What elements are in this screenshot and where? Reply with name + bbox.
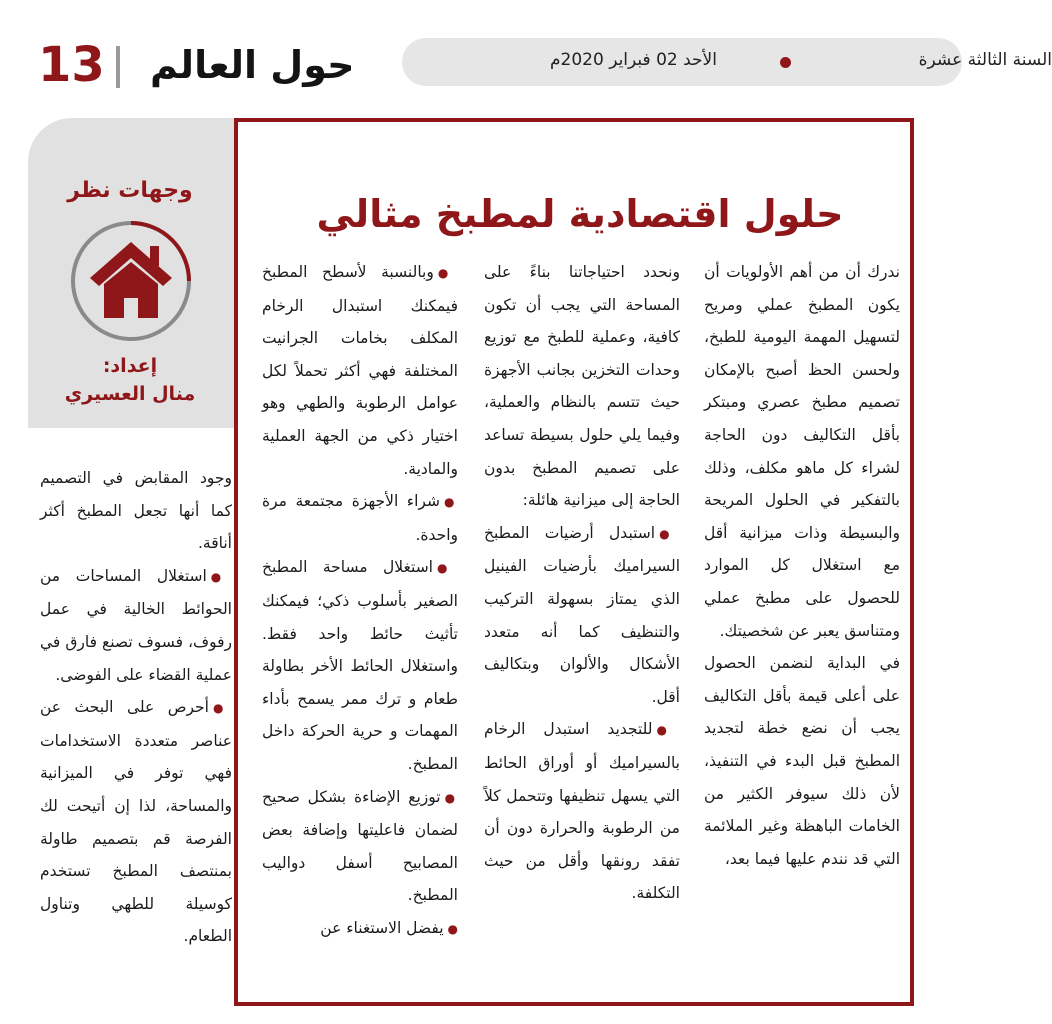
article-column-1 (704, 256, 900, 875)
author-name: منال العسيري (64, 383, 196, 405)
bullet-paragraph: ● وبالنسبة لأسطح المطبخ فيمكنك استبدال الرخام المكلف بخامات الجرانيت المختلفة فهي أكثر تحملاً لكل عوامل الرطوبة والطهي وهو اختيار ذكي من الجهة العملية والمادية. (262, 256, 458, 485)
article-headline: حلول اقتصادية لمطبخ مثالي (316, 192, 844, 236)
bullet-paragraph: ● استغلال مساحة المطبخ الصغير بأسلوب ذكي؛ فيمكنك تأثيث حائط واحد فقط. واستغلال الحائط الأخر بطاولة طعام و ترك ممر يسمح بأداء المهمات و حرية الحركة داخل المطبخ. (262, 551, 458, 780)
section-title: حول العالم (150, 43, 355, 87)
article-column-2 (484, 256, 680, 910)
author-credit (30, 352, 230, 408)
bullet-paragraph: ● للتجديد استبدل الرخام بالسيراميك أو أوراق الحائط التي يسهل تنظيفها وتتحمل كلاً من الرطوبة والحرارة دون أن تفقد رونقها وأقل من حيث التكلفة. (484, 713, 680, 910)
paragraph: وجود المقابض في التصميم كما أنها تجعل المطبخ أكثر أناقة. (40, 469, 232, 553)
paragraph: في البداية لنضمن الحصول على أعلى قيمة بأقل التكاليف يجب أن نضع خطة لتجديد المطبخ قبل البدء في التنفيذ، لأن ذلك سيوفر الكثير من الخامات الباهظة وغير الملائمة التي قد نندم عليها فيما بعد، (704, 654, 900, 868)
bullet-paragraph: ● استغلال المساحات من الحوائط الخالية في عمل رفوف، فسوف تصنع فارق في عملية القضاء على الفوضى. (40, 560, 232, 691)
bullet-paragraph: ● استبدل أرضيات المطبخ السيراميك بأرضيات الفينيل الذي يمتاز بسهولة التركيب والتنظيف كما أنه متعدد الأشكال والألوان وبتكاليف أقل. (484, 517, 680, 714)
paragraph: ندرك أن من أهم الأولويات أن يكون المطبخ عملي ومريح لتسهيل المهمة اليومية للطبخ، ولحسن الحظ أصبح بالإمكان تصميم مطبخ عصري ومبتكر بأقل التكاليف دون الحاجة لشراء كل ماهو مكلف، وذلك بالتفكير في الحلول المريحة والبسيطة وذات ميزانية أقل مع استغلال كل الموارد للحصول على مطبخ عملي ومتناسق يعبر عن شخصيتك. (704, 263, 900, 640)
article-column-3 (262, 256, 458, 945)
edition-text: السنة الثالثة عشرة (918, 50, 1052, 70)
header-divider (116, 46, 120, 88)
bullet-paragraph: ● أحرص على البحث عن عناصر متعددة الاستخدامات فهي توفر في الميزانية والمساحة، لذا إن أتيحت لك الفرصة قم بتصميم طاولة بمنتصف المطبخ تستخدم كوسيلة للطهي وتناول الطعام. (40, 691, 232, 953)
dateline-bar (402, 38, 1052, 86)
page-number: 13 (38, 37, 105, 93)
paragraph: ونحدد احتياجاتنا بناءً على المساحة التي يجب أن تكون كافية، وعملية للطبخ مع توزيع وحدات التخزين بجانب الأجهزة حيث تتسم بالنظام والعملية، وفيما يلي حلول بسيطة تساعد على تصميم المطبخ بدون الحاجة إلى ميزانية هائلة: (484, 263, 680, 510)
date-text: الأحد 02 فبراير 2020م (550, 50, 717, 70)
sidebar-label: وجهات نظر (67, 178, 193, 203)
author-prefix: إعداد: (102, 355, 158, 377)
bullet-paragraph: ● شراء الأجهزة مجتمعة مرة واحدة. (262, 485, 458, 551)
bullet-paragraph: ● توزيع الإضاءة بشكل صحيح لضمان فاعليتها وإضافة بعض المصابيح أسفل دواليب المطبخ. (262, 781, 458, 912)
bullet-paragraph: ● يفضل الاستغناء عن (262, 912, 458, 946)
bullet-dot-icon (780, 57, 791, 68)
house-icon (68, 218, 194, 344)
article-column-4 (40, 462, 232, 953)
